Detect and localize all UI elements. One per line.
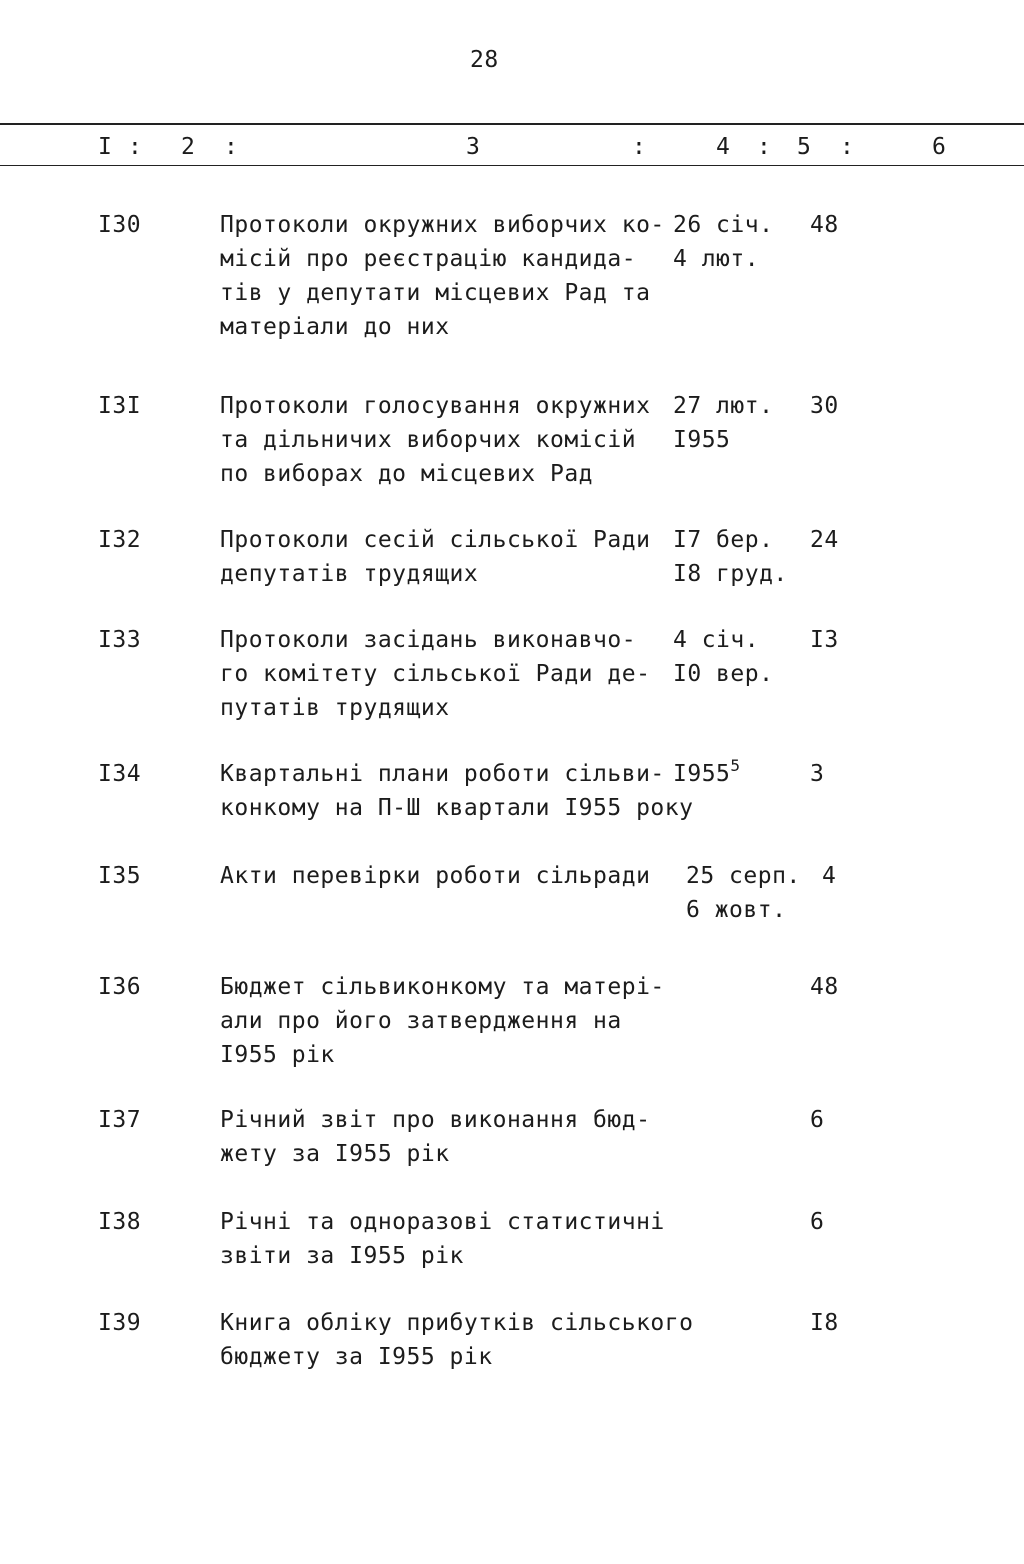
entry-title-line: Протоколи сесій сільської Ради: [220, 527, 651, 553]
col-6-label: 6: [932, 134, 947, 160]
entry-title: [220, 1103, 680, 1171]
entry-number: I38: [98, 1209, 142, 1235]
entry-number: I32: [98, 527, 142, 553]
entry-title-line: місій про реєстрацію кандида-: [220, 246, 637, 272]
entry-title-line: Протоколи голосування окружних: [220, 393, 651, 419]
col-2-label: 2: [181, 134, 196, 160]
entry-date-end: 4 лют.: [673, 246, 760, 272]
entry-sheet-count: 3: [810, 761, 825, 787]
entry-title-line: Річний звіт про виконання бюд-: [220, 1107, 651, 1133]
entry-sheet-count: I8: [810, 1310, 839, 1336]
entry-number: I3I: [98, 393, 142, 419]
entry-title-line: Протоколи засідань виконавчо-: [220, 627, 637, 653]
entry-title-line: путатів трудящих: [220, 695, 450, 721]
entry-number: I33: [98, 627, 142, 653]
entry-date-start: I7 бер.: [673, 527, 774, 553]
col-3-label: 3: [466, 134, 481, 160]
entry-date-end: I8 груд.: [673, 561, 788, 587]
col-5-label: 5: [797, 134, 812, 160]
page-number: 28: [470, 47, 499, 73]
entry-number: I37: [98, 1107, 142, 1133]
entry-number: I35: [98, 863, 142, 889]
entry-title: [220, 389, 680, 491]
entry-title-line: жету за I955 рік: [220, 1141, 450, 1167]
entry-date-year: I955: [673, 761, 731, 787]
entry-number: I30: [98, 212, 142, 238]
entry-sheet-count: 4: [822, 863, 837, 889]
col-separator: :: [757, 134, 772, 160]
entry-title: [220, 623, 680, 725]
entry-title-line: али про його затвердження на: [220, 1008, 622, 1034]
entry-title: [220, 523, 680, 591]
entry-dates: [673, 389, 773, 457]
entry-title-line: Річні та одноразові статистичні: [220, 1209, 665, 1235]
entry-dates: [673, 623, 773, 691]
entry-title-line: звіти за I955 рік: [220, 1243, 464, 1269]
top-rule: [0, 123, 1024, 125]
entry-dates: [686, 859, 801, 927]
entry-date-start: 4 січ.: [673, 627, 760, 653]
entry-title-line: тів у депутати місцевих Рад та: [220, 280, 651, 306]
entry-dates: [673, 208, 773, 276]
entry-date-end: I0 вер.: [673, 661, 774, 687]
entry-number: I39: [98, 1310, 142, 1336]
entry-title: [220, 970, 680, 1072]
entry-title: [220, 1205, 680, 1273]
entry-title-line: депутатів трудящих: [220, 561, 479, 587]
entry-title-line: та дільничих виборчих комісій: [220, 427, 637, 453]
entry-title-line: матеріали до них: [220, 314, 450, 340]
entry-sheet-count: I3: [810, 627, 839, 653]
entry-title: [220, 1306, 694, 1374]
entry-title-line: Квартальні плани роботи сільви-: [220, 761, 665, 787]
col-separator: :: [632, 134, 647, 160]
entry-date-start: 26 січ.: [673, 212, 774, 238]
entry-title-line: конкому на П-Ш квартали I955 року: [220, 795, 694, 821]
entry-sheet-count: 48: [810, 212, 839, 238]
entry-title-line: Акти перевірки роботи сільради: [220, 863, 651, 889]
entry-title-line: Протоколи окружних виборчих ко-: [220, 212, 665, 238]
entry-sheet-count: 48: [810, 974, 839, 1000]
col-1-label: I: [98, 134, 113, 160]
entry-date-end: 6 жовт.: [686, 897, 787, 923]
entry-date-start: 25 серп.: [686, 863, 801, 889]
entry-sheet-count: 6: [810, 1107, 825, 1133]
entry-date-end: I955: [673, 427, 731, 453]
entry-title: [220, 208, 680, 344]
entry-year-line: [673, 757, 741, 791]
col-separator: :: [128, 134, 143, 160]
header-bottom-rule: [0, 165, 1024, 166]
entry-title-line: по виборах до місцевих Рад: [220, 461, 594, 487]
entry-title-line: бюджету за I955 рік: [220, 1344, 493, 1370]
col-4-label: 4: [716, 134, 731, 160]
entry-title-line: Бюджет сільвиконкому та матері-: [220, 974, 665, 1000]
entry-title: [220, 757, 694, 825]
entry-title-line: го комітету сільської Ради де-: [220, 661, 651, 687]
entry-title-line: Книга обліку прибутків сільського: [220, 1310, 694, 1336]
entry-sheet-count: 6: [810, 1209, 825, 1235]
entry-title-line: I955 рік: [220, 1042, 335, 1068]
col-separator: :: [840, 134, 855, 160]
entry-dates: [673, 523, 788, 591]
entry-sheet-count: 24: [810, 527, 839, 553]
entry-number: I34: [98, 761, 142, 787]
year-superscript: 5: [730, 756, 741, 775]
entry-sheet-count: 30: [810, 393, 839, 419]
entry-dates: [673, 757, 741, 791]
entry-number: I36: [98, 974, 142, 1000]
entry-title: [220, 859, 680, 893]
col-separator: :: [224, 134, 239, 160]
entry-date-start: 27 лют.: [673, 393, 774, 419]
